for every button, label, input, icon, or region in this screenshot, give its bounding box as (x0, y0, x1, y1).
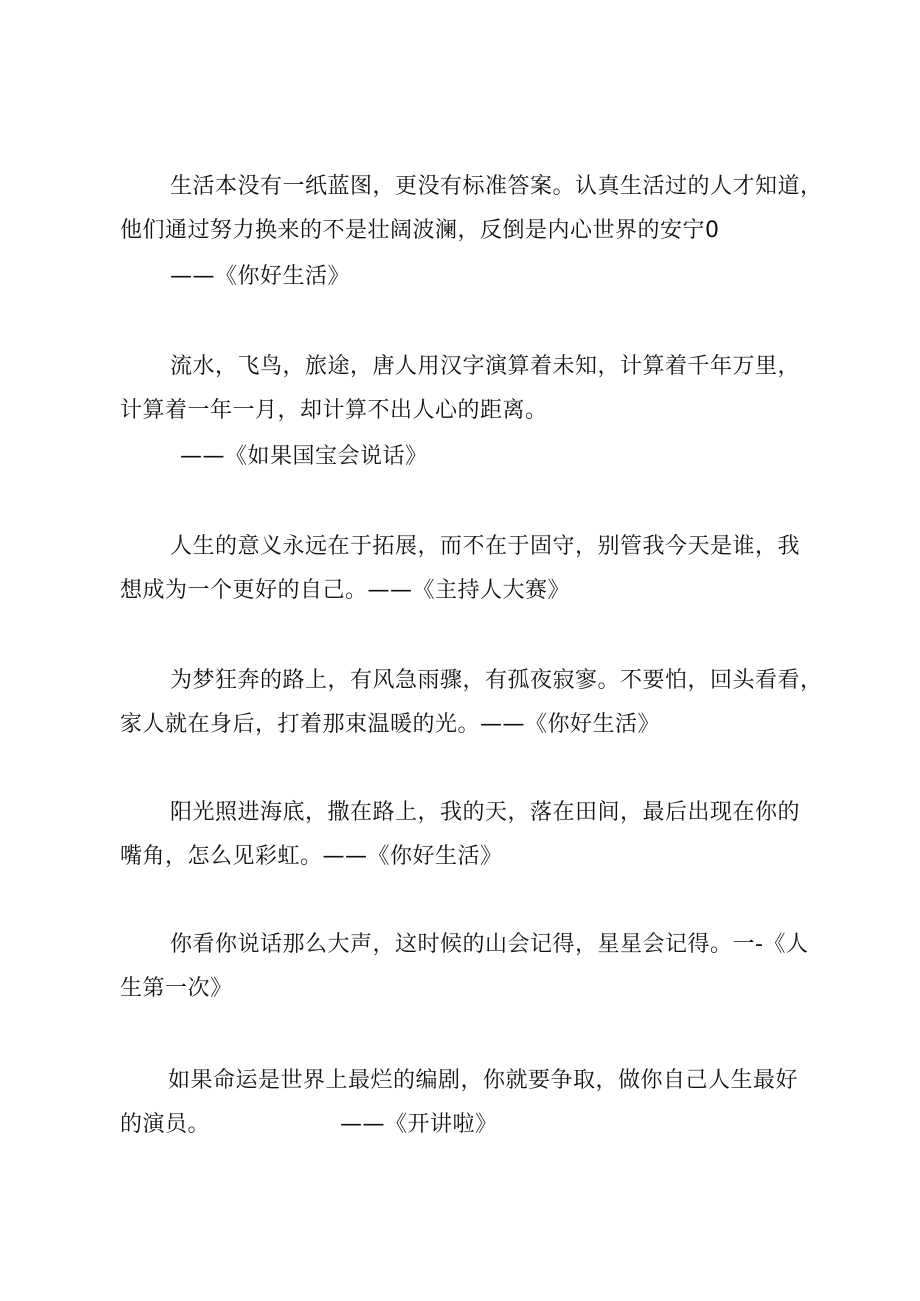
quote-6-line-1: 你看你说话那么大声，这时候的山会记得，星星会记得。一-《人 (170, 932, 809, 957)
quote-2-line-1: 流水，飞鸟，旅途，唐人用汉字演算着未知，计算着千年万里， (170, 354, 801, 379)
quote-4-line-2: 家人就在身后，打着那束温暖的光。——《你好生活》 (120, 712, 661, 737)
quote-1-line-2: 他们通过努力换来的不是壮阔波澜，反倒是内心世界的安宁0 (120, 218, 720, 243)
quote-7-line-2-row (120, 1110, 498, 1142)
quote-7-line-1: 如果命运是世界上最烂的编剧，你就要争取，做你自己人生最好 (168, 1068, 799, 1093)
quote-7-source: ——《开讲啦》 (340, 1112, 498, 1137)
quote-2-source: ——《如果国宝会说话》 (180, 444, 428, 469)
quote-3-line-2: 想成为一个更好的自己。——《主持人大赛》 (120, 578, 571, 603)
quote-3-line-1: 人生的意义永远在于拓展，而不在于固守，别管我今天是谁，我 (170, 534, 801, 559)
quote-5-line-2: 嘴角，怎么见彩虹。——《你好生活》 (120, 844, 503, 869)
quote-1-source: ——《你好生活》 (170, 264, 351, 289)
quote-5-line-1: 阳光照进海底，撒在路上，我的天，落在田间，最后出现在你的 (170, 800, 801, 825)
quote-7-line-2: 的演员。 (120, 1112, 211, 1137)
quote-1-line-1: 生活本没有一纸蓝图，更没有标准答案。认真生活过的人才知道， (170, 174, 823, 199)
quote-6-line-2: 生第一次》 (120, 976, 233, 1001)
quote-4-line-1: 为梦狂奔的路上，有风急雨骤，有孤夜寂寥。不要怕，回头看看， (170, 668, 823, 693)
quote-2-line-2: 计算着一年一月，却计算不出人心的距离。 (120, 398, 548, 423)
